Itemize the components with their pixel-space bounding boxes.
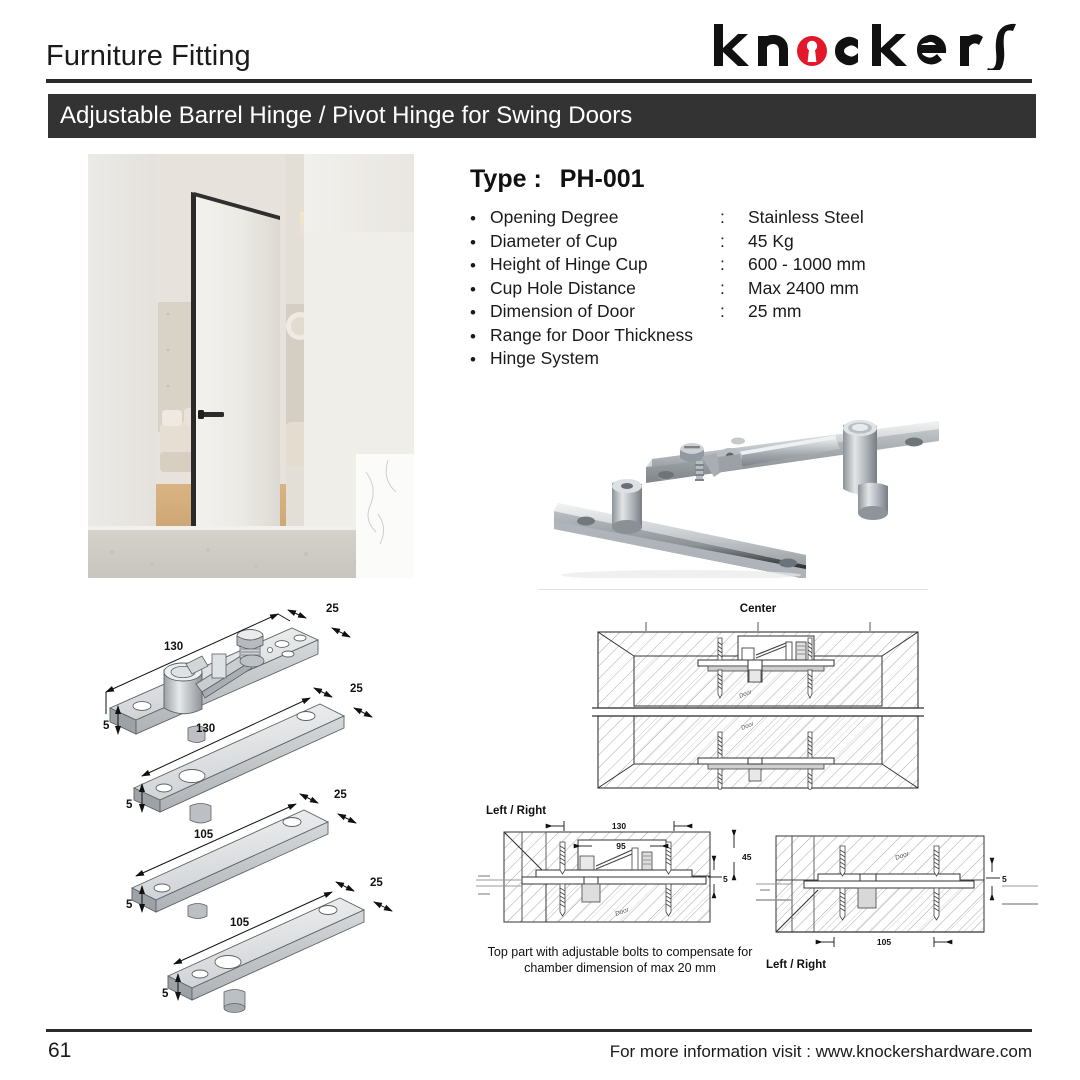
spec-colon: : [720, 301, 725, 321]
spec-list [470, 207, 940, 372]
dim-5: 5 [1002, 874, 1007, 884]
dim-thickness-part1: 5 [103, 720, 110, 732]
spec-label: Hinge System [490, 348, 599, 368]
spec-value: 600 - 1000 mm [748, 254, 866, 274]
left-right-bottom-diagram [756, 828, 1038, 980]
page-number: 61 [48, 1039, 72, 1062]
footer-info-text: For more information visit : www.knockershardware.com [609, 1042, 1032, 1061]
spec-label: Diameter of Cup [490, 230, 618, 251]
door-label-bottom: Door [740, 721, 755, 732]
center-installation-diagram [590, 598, 926, 790]
keyhole-icon [797, 36, 827, 66]
door-label: Door [894, 850, 910, 862]
spec-value: 45 Kg [748, 230, 794, 251]
bullet-icon: • [470, 279, 476, 299]
spec-row [470, 301, 940, 325]
spec-row [470, 278, 940, 302]
spec-label: Opening Degree [490, 207, 619, 227]
spec-label: Dimension of Door [490, 301, 635, 321]
spec-colon: : [720, 254, 725, 274]
spec-colon: : [720, 230, 725, 251]
dim-length-part3: 105 [194, 829, 214, 841]
footer-divider [46, 1029, 1032, 1032]
hinge-product-photo [506, 383, 946, 578]
product-type-line [470, 165, 645, 194]
bullet-icon: • [470, 303, 476, 322]
spec-colon: : [720, 207, 725, 227]
dim-95: 95 [616, 841, 626, 851]
door-label: Door [614, 906, 630, 918]
spec-row [470, 207, 940, 231]
dim-45: 45 [742, 852, 752, 862]
door-label-top: Door [738, 689, 753, 700]
dim-thickness-part2: 5 [126, 799, 133, 811]
spec-value: 25 mm [748, 301, 802, 321]
dim-width-part3: 25 [334, 789, 347, 801]
bullet-icon: • [470, 326, 476, 346]
dim-width-part2: 25 [350, 683, 363, 695]
brand-logo [712, 22, 1032, 70]
bullet-icon: • [470, 232, 476, 252]
section-title-bar [48, 94, 1036, 138]
spec-row [470, 348, 940, 372]
spec-label: Cup Hole Distance [490, 277, 636, 298]
center-caption: Center [739, 603, 777, 615]
left-right-note [476, 944, 764, 976]
dim-length-part2: 130 [196, 723, 216, 735]
header-divider [46, 79, 1032, 83]
page-header [46, 18, 1032, 76]
spec-row [470, 231, 940, 255]
category-title: Furniture Fitting [46, 40, 251, 72]
dim-width-part4: 25 [370, 877, 383, 889]
dim-105: 105 [876, 937, 892, 947]
spec-label: Range for Door Thickness [490, 324, 693, 345]
dim-130: 130 [611, 821, 627, 831]
dim-length-part1: 130 [164, 641, 184, 653]
note-line-1: Top part with adjustable bolts to compensate for [487, 945, 753, 959]
left-right-top-caption: Left / Right [486, 805, 547, 817]
dim-width-part1: 25 [326, 603, 339, 615]
spec-row [470, 325, 940, 349]
note-line-2: chamber dimension of max 20 mm [524, 961, 716, 975]
spec-colon: : [720, 277, 725, 298]
spec-value: Max 2400 mm [748, 277, 859, 298]
type-label: Type : [470, 165, 542, 193]
dim-thickness-part4: 5 [162, 988, 169, 1000]
bullet-icon: • [470, 256, 476, 275]
door-application-photo [88, 154, 414, 578]
spec-value: Stainless Steel [748, 207, 864, 227]
exploded-dimension-drawings [92, 588, 412, 1020]
section-title-text: Adjustable Barrel Hinge / Pivot Hinge for Swing Doors [60, 102, 633, 129]
spec-label: Height of Hinge Cup [490, 254, 648, 274]
dim-length-part4: 105 [230, 917, 250, 929]
dim-thickness-part3: 5 [126, 899, 133, 911]
diagram-divider [538, 589, 928, 590]
bullet-icon: • [470, 350, 476, 369]
spec-row [470, 254, 940, 278]
dim-5: 5 [723, 874, 728, 884]
type-value: PH-001 [559, 165, 645, 193]
bullet-icon: • [470, 209, 476, 228]
left-right-bottom-caption: Left / Right [766, 959, 827, 971]
